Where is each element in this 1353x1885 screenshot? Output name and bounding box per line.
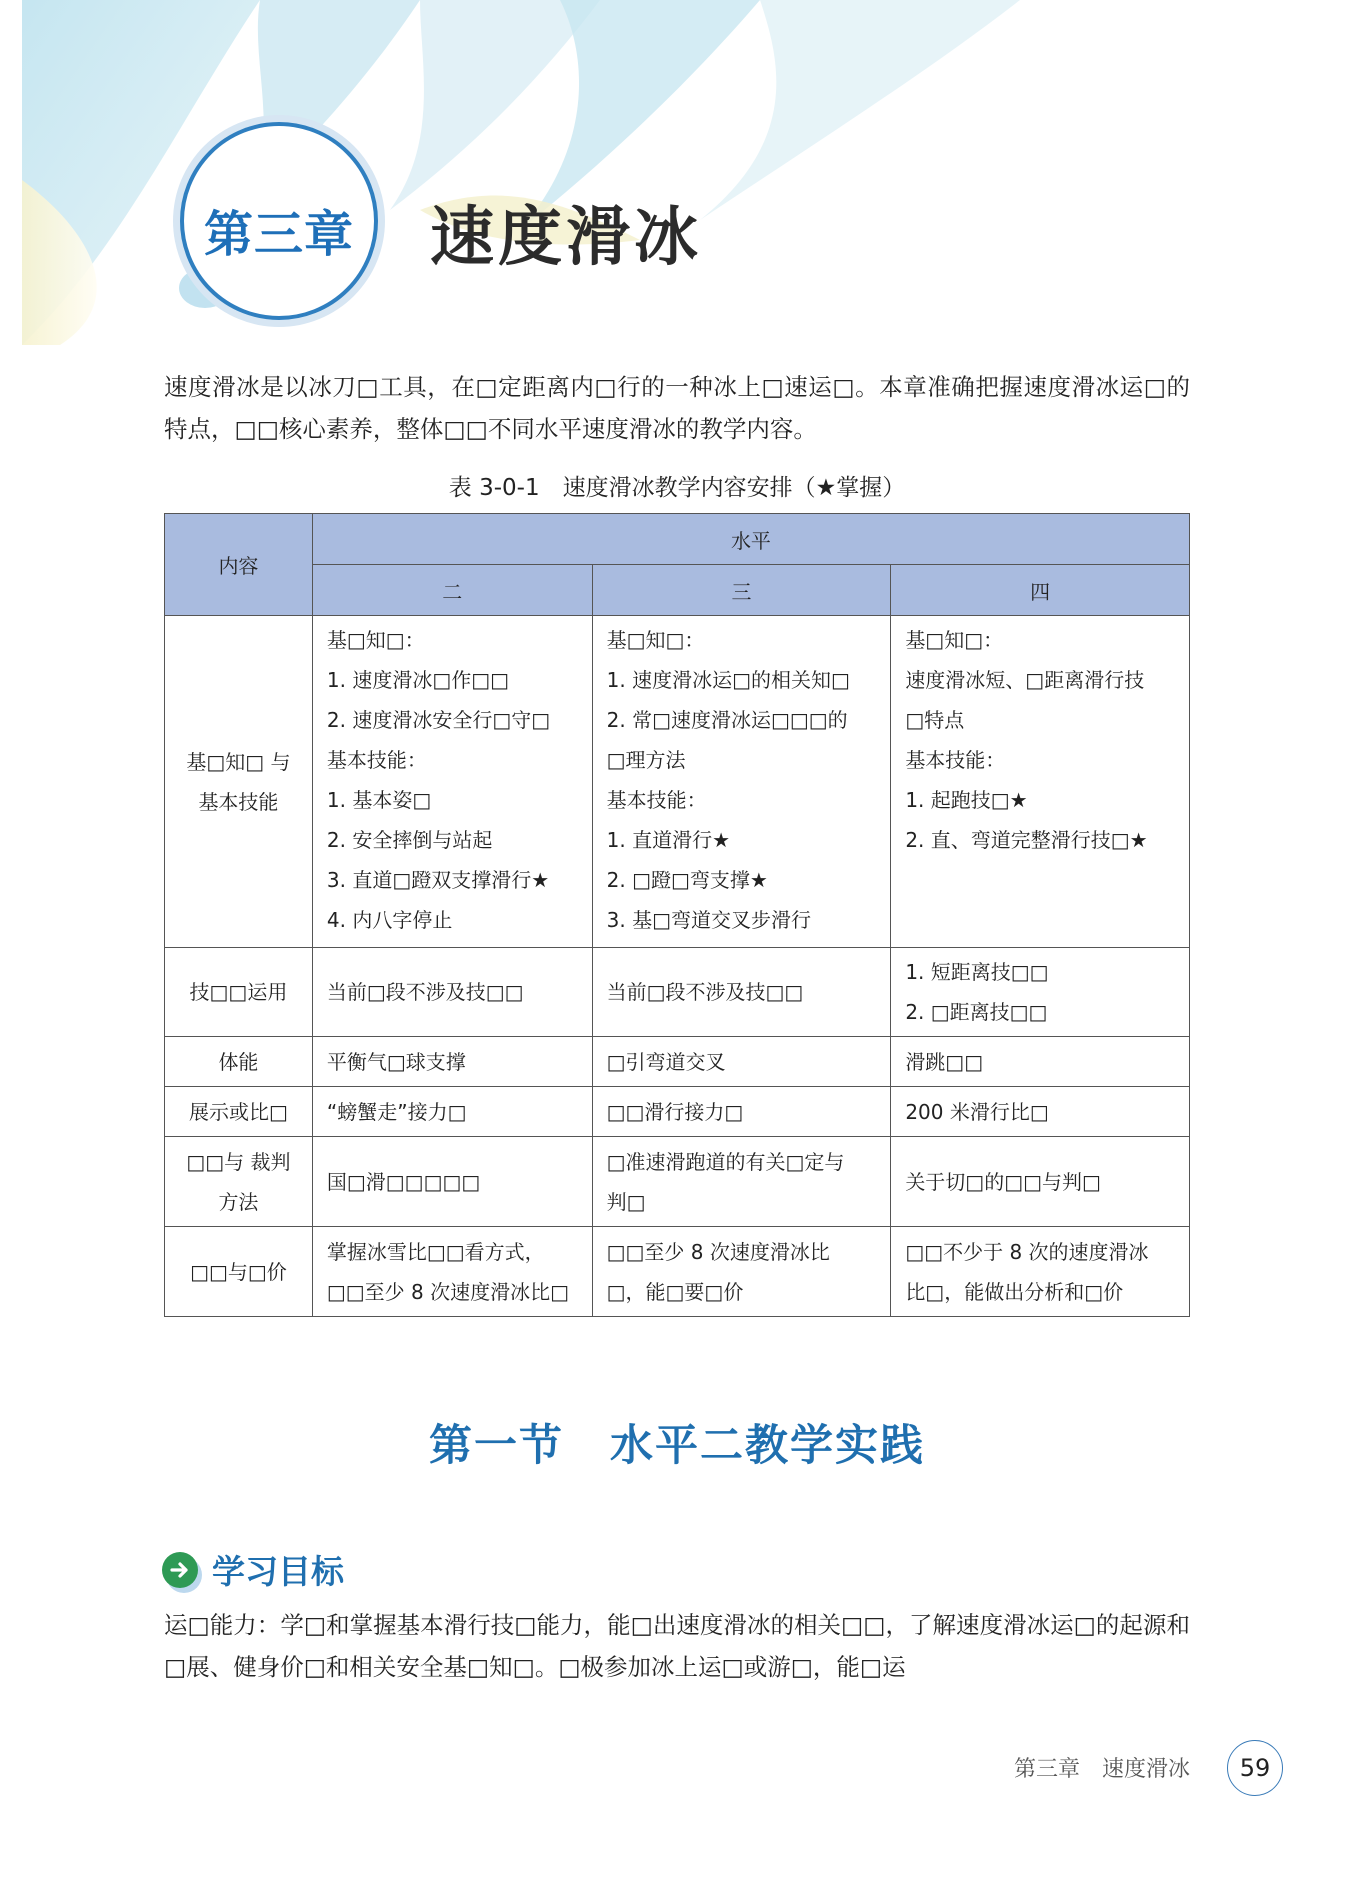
header-level: 水平 xyxy=(312,514,1189,565)
row-label: 展示或比□ xyxy=(165,1087,313,1137)
learning-goals-text: 运□能力：学□和掌握基本滑行技□能力，能□出速度滑冰的相关□□，了解速度滑冰运□的起源和□展、健身价□和相关安全基□知□。□极参加冰上运□或游□，能□运 xyxy=(164,1611,1190,1681)
table-cell: 基□知□： 1. 速度滑冰□作□□ 2. 速度滑冰安全行□守□ 基本技能： 1. 基本姿□ 2. 安全摔倒与站起 3. 直道□蹬双支撑滑行★ 4. 内八字停止 xyxy=(312,616,592,948)
table-header-levels-row xyxy=(165,565,1190,616)
header-content: 内容 xyxy=(165,514,313,616)
table-cell: □□至少 8 次速度滑冰比 □，能□要□价 xyxy=(592,1227,891,1317)
table-cell: 滑跳□□ xyxy=(891,1037,1190,1087)
table-cell: 当前□段不涉及技□□ xyxy=(592,948,891,1037)
learning-goals-heading xyxy=(162,1546,344,1593)
row-label: 体能 xyxy=(165,1037,313,1087)
table-cell: “螃蟹走”接力□ xyxy=(312,1087,592,1137)
footer-chapter-label: 第三章 速度滑冰 xyxy=(1013,1757,1190,1782)
table-cell: □准速滑跑道的有关□定与 判□ xyxy=(592,1137,891,1227)
section-number: 第一节 xyxy=(429,1421,564,1471)
row-label: 基□知□ 与基本技能 xyxy=(165,616,313,948)
table-cell: □引弯道交叉 xyxy=(592,1037,891,1087)
chapter-number: 第三章 xyxy=(203,206,354,263)
learning-goals-label: 学习目标 xyxy=(212,1552,344,1591)
section-name: 水平二教学实践 xyxy=(610,1421,925,1471)
table-row xyxy=(165,1227,1190,1317)
chapter-title: 速度滑冰 xyxy=(430,201,702,275)
chapter-intro: 速度滑冰是以冰刀□工具，在□定距离内□行的一种冰上□速运□。本章准确把握速度滑冰运□的特点，□□核心素养，整体□□不同水平速度滑冰的教学内容。 xyxy=(164,373,1190,443)
table-cell: 关于切□的□□与判□ xyxy=(891,1137,1190,1227)
table-cell: 1. 短距离技□□ 2. □距离技□□ xyxy=(891,948,1190,1037)
page-number: 59 xyxy=(1227,1740,1283,1796)
table-row xyxy=(165,1087,1190,1137)
header-level-3: 三 xyxy=(592,565,891,616)
header-level-2: 二 xyxy=(312,565,592,616)
table-row xyxy=(165,616,1190,948)
row-label: 技□□运用 xyxy=(165,948,313,1037)
table-cell: □□滑行接力□ xyxy=(592,1087,891,1137)
table-cell: 基□知□： 速度滑冰短、□距离滑行技 □特点 基本技能： 1. 起跑技□★ 2. 直、弯道完整滑行技□★ xyxy=(891,616,1190,948)
table-caption: 表 3-0-1 速度滑冰教学内容安排（★掌握） xyxy=(448,475,906,501)
row-label: □□与 裁判方法 xyxy=(165,1137,313,1227)
table-row xyxy=(165,1137,1190,1227)
table-cell: 基□知□： 1. 速度滑冰运□的相关知□ 2. 常□速度滑冰运□□□的 □理方法 基本技能： 1. 直道滑行★ 2. □蹬□弯支撑★ 3. 基□弯道交叉步滑行 xyxy=(592,616,891,948)
section-title xyxy=(164,1412,1190,1473)
header-level-4: 四 xyxy=(891,565,1190,616)
table-cell: 当前□段不涉及技□□ xyxy=(312,948,592,1037)
table-cell: 平衡气□球支撑 xyxy=(312,1037,592,1087)
table-header-row xyxy=(165,514,1190,565)
table-cell: 国□滑□□□□□ xyxy=(312,1137,592,1227)
table-cell: □□不少于 8 次的速度滑冰 比□，能做出分析和□价 xyxy=(891,1227,1190,1317)
table-cell: 掌握冰雪比□□看方式， □□至少 8 次速度滑冰比□ xyxy=(312,1227,592,1317)
row-label: □□与□价 xyxy=(165,1227,313,1317)
table-row xyxy=(165,1037,1190,1087)
table-row xyxy=(165,948,1190,1037)
table-cell: 200 米滑行比□ xyxy=(891,1087,1190,1137)
arrow-right-icon xyxy=(162,1552,198,1588)
teaching-content-table xyxy=(164,513,1190,1317)
